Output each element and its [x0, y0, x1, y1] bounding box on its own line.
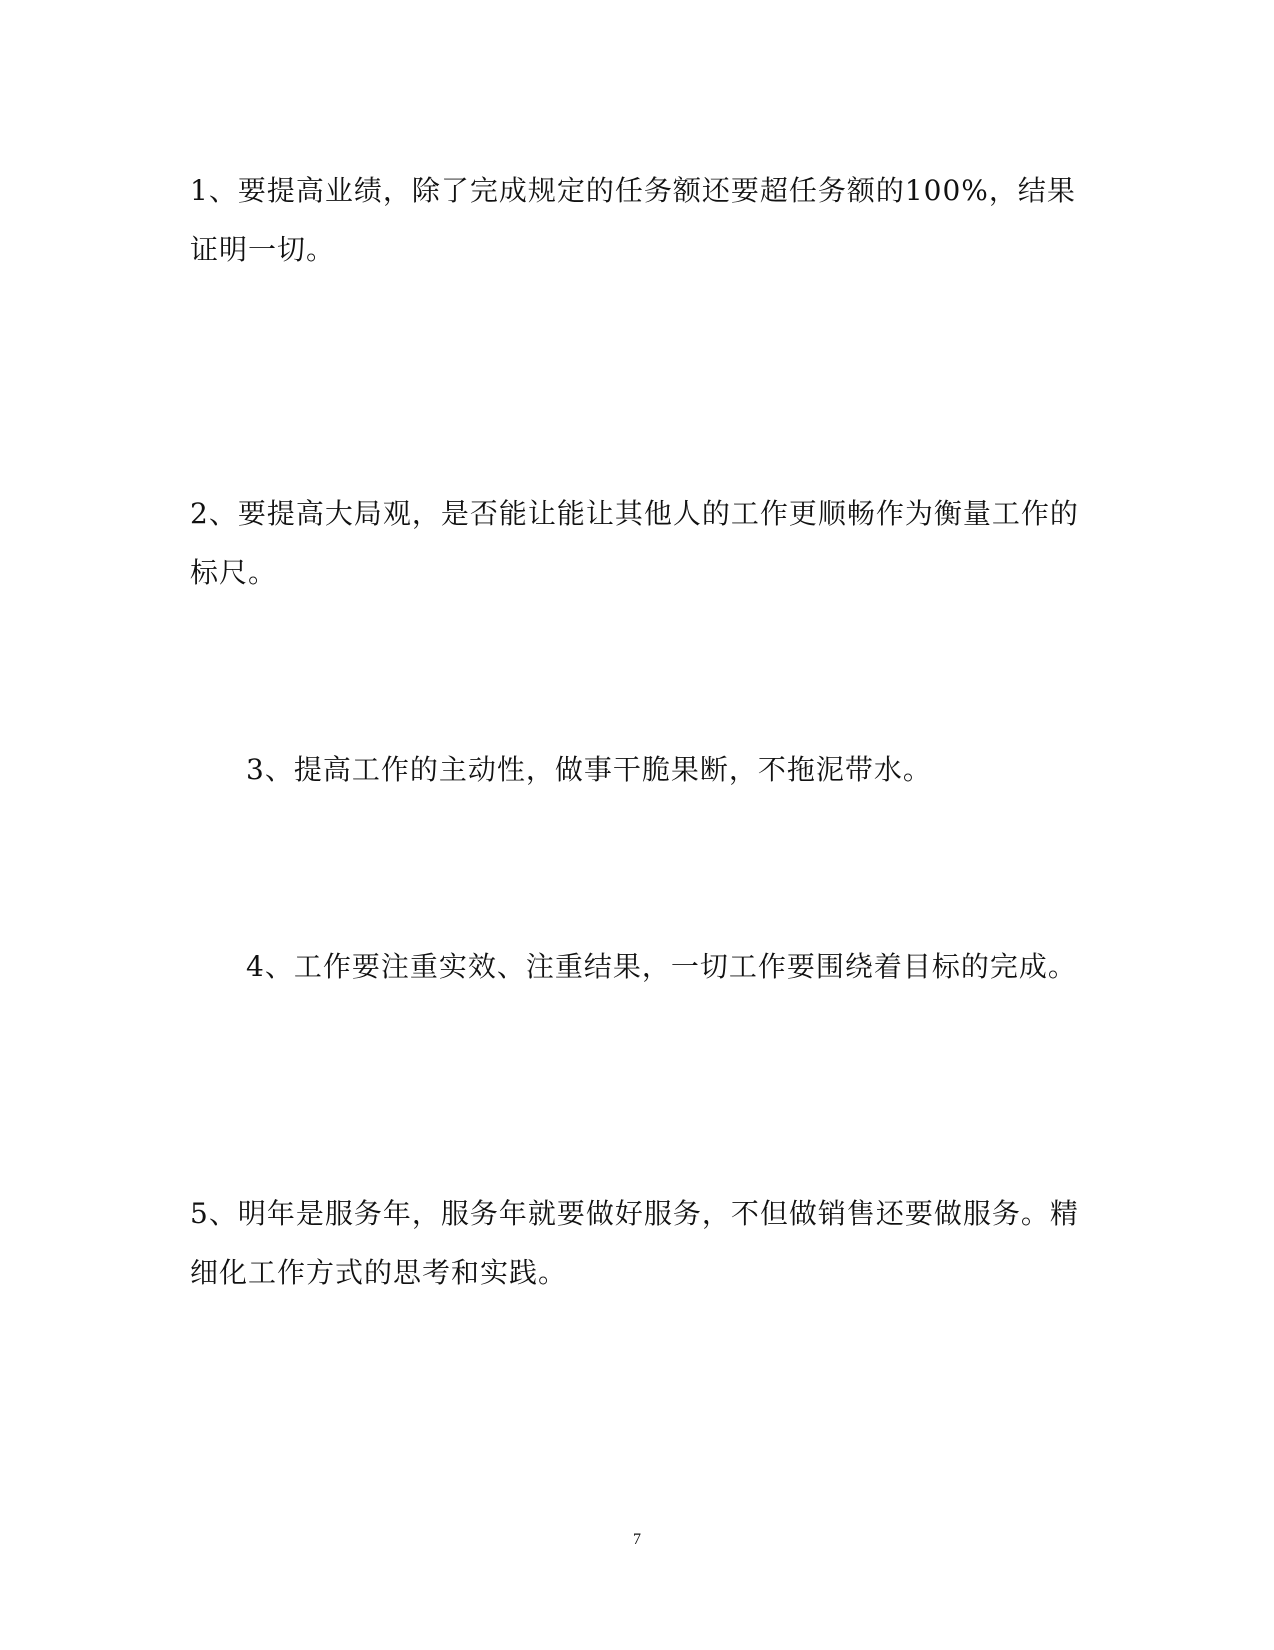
paragraph-2: 2、要提高大局观，是否能让能让其他人的工作更顺畅作为衡量工作的标尺。 [190, 497, 1079, 589]
paragraph-3: 3、提高工作的主动性，做事干脆果断，不拖泥带水。 [246, 753, 932, 786]
paragraph-1: 1、要提高业绩，除了完成规定的任务额还要超任务额的100%，结果证明一切。 [190, 174, 1076, 266]
paragraph-5: 5、明年是服务年，服务年就要做好服务，不但做销售还要做服务。精细化工作方式的思考和实践。 [190, 1197, 1079, 1289]
page-number: 7 [633, 1531, 641, 1548]
paragraph-4: 4、工作要注重实效、注重结果，一切工作要围绕着目标的完成。 [246, 950, 1077, 983]
